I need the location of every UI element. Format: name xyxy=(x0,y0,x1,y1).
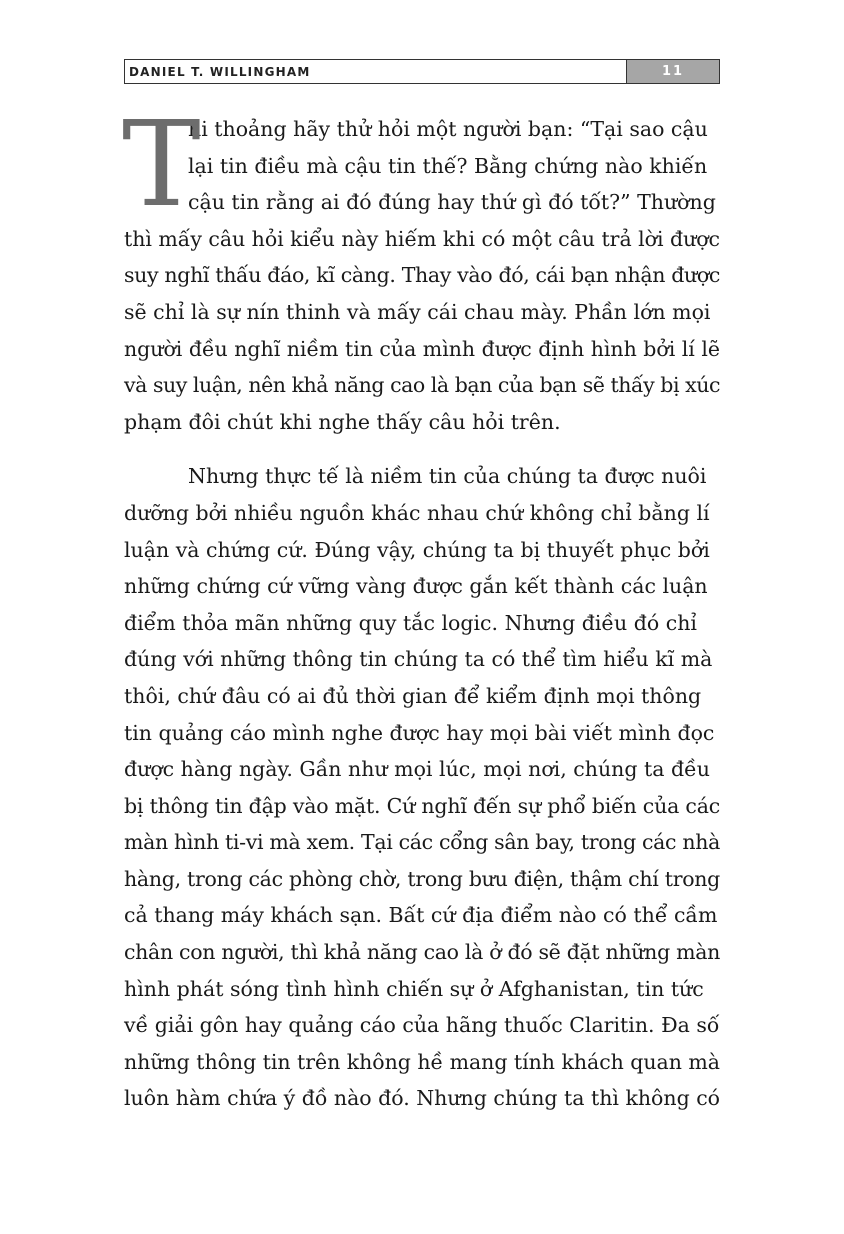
text-line: dưỡng bởi nhiều nguồn khác nhau chứ không chỉ bằng lí xyxy=(124,500,710,525)
text-line: những chứng cứ vững vàng được gắn kết thành các luận xyxy=(124,574,708,599)
text-line: bị thông tin đập vào mặt. Cứ nghĩ đến sự phổ biến của các xyxy=(124,793,720,818)
text-line: những thông tin trên không hề mang tính khách quan mà xyxy=(124,1049,720,1074)
text-line: cả thang máy khách sạn. Bất cứ địa điểm nào có thể cầm xyxy=(124,903,718,928)
drop-cap: T xyxy=(122,95,201,233)
text-line: cậu tin rằng ai đó đúng hay thứ gì đó tốt?” Thường xyxy=(188,190,716,215)
text-line: hi thoảng hãy thử hỏi một người bạn: “Tại sao cậu xyxy=(188,117,708,141)
text-line: tin quảng cáo mình nghe được hay mọi bài viết mình đọc xyxy=(124,720,715,745)
body-text xyxy=(122,95,721,1117)
page-number: 11 xyxy=(626,60,719,83)
text-line: hàng, trong các phòng chờ, trong bưu điện, thậm chí trong xyxy=(124,866,720,891)
paragraph-2 xyxy=(124,458,720,1117)
text-line: đúng với những thông tin chúng ta có thể tìm hiểu kĩ mà xyxy=(124,647,713,672)
text-line: về giải gôn hay quảng cáo của hãng thuốc Claritin. Đa số xyxy=(124,1013,720,1038)
text-line: sẽ chỉ là sự nín thinh và mấy cái chau mày. Phần lớn mọi xyxy=(124,299,711,324)
text-line: hình phát sóng tình hình chiến sự ở Afghanistan, tin tức xyxy=(124,976,704,1001)
text-line: luận và chứng cứ. Đúng vậy, chúng ta bị thuyết phục bởi xyxy=(124,537,710,562)
text-line: lại tin điều mà cậu tin thế? Bằng chứng nào khiến xyxy=(188,153,708,178)
text-line: và suy luận, nên khả năng cao là bạn của bạn sẽ thấy bị xúc xyxy=(124,373,720,398)
paragraph-1 xyxy=(122,95,721,440)
running-header xyxy=(124,59,720,84)
text-line: phạm đôi chút khi nghe thấy câu hỏi trên. xyxy=(124,409,561,434)
text-line: Nhưng thực tế là niềm tin của chúng ta được nuôi xyxy=(188,464,707,489)
text-line: luôn hàm chứa ý đồ nào đó. Nhưng chúng ta thì không có xyxy=(124,1086,721,1111)
text-line: điểm thỏa mãn những quy tắc logic. Nhưng điều đó chỉ xyxy=(124,610,697,635)
text-line: suy nghĩ thấu đáo, kĩ càng. Thay vào đó, cái bạn nhận được xyxy=(124,263,720,288)
text-line: thôi, chứ đâu có ai đủ thời gian để kiểm định mọi thông xyxy=(124,683,702,708)
text-line: được hàng ngày. Gần như mọi lúc, mọi nơi, chúng ta đều xyxy=(124,757,710,782)
text-line: chân con người, thì khả năng cao là ở đó sẽ đặt những màn xyxy=(124,940,720,965)
text-line: màn hình ti-vi mà xem. Tại các cổng sân bay, trong các nhà xyxy=(124,830,720,855)
header-author: DANIEL T. WILLINGHAM xyxy=(129,64,311,79)
text-line: người đều nghĩ niềm tin của mình được định hình bởi lí lẽ xyxy=(124,336,720,361)
text-line: thì mấy câu hỏi kiểu này hiếm khi có một câu trả lời được xyxy=(124,226,721,251)
